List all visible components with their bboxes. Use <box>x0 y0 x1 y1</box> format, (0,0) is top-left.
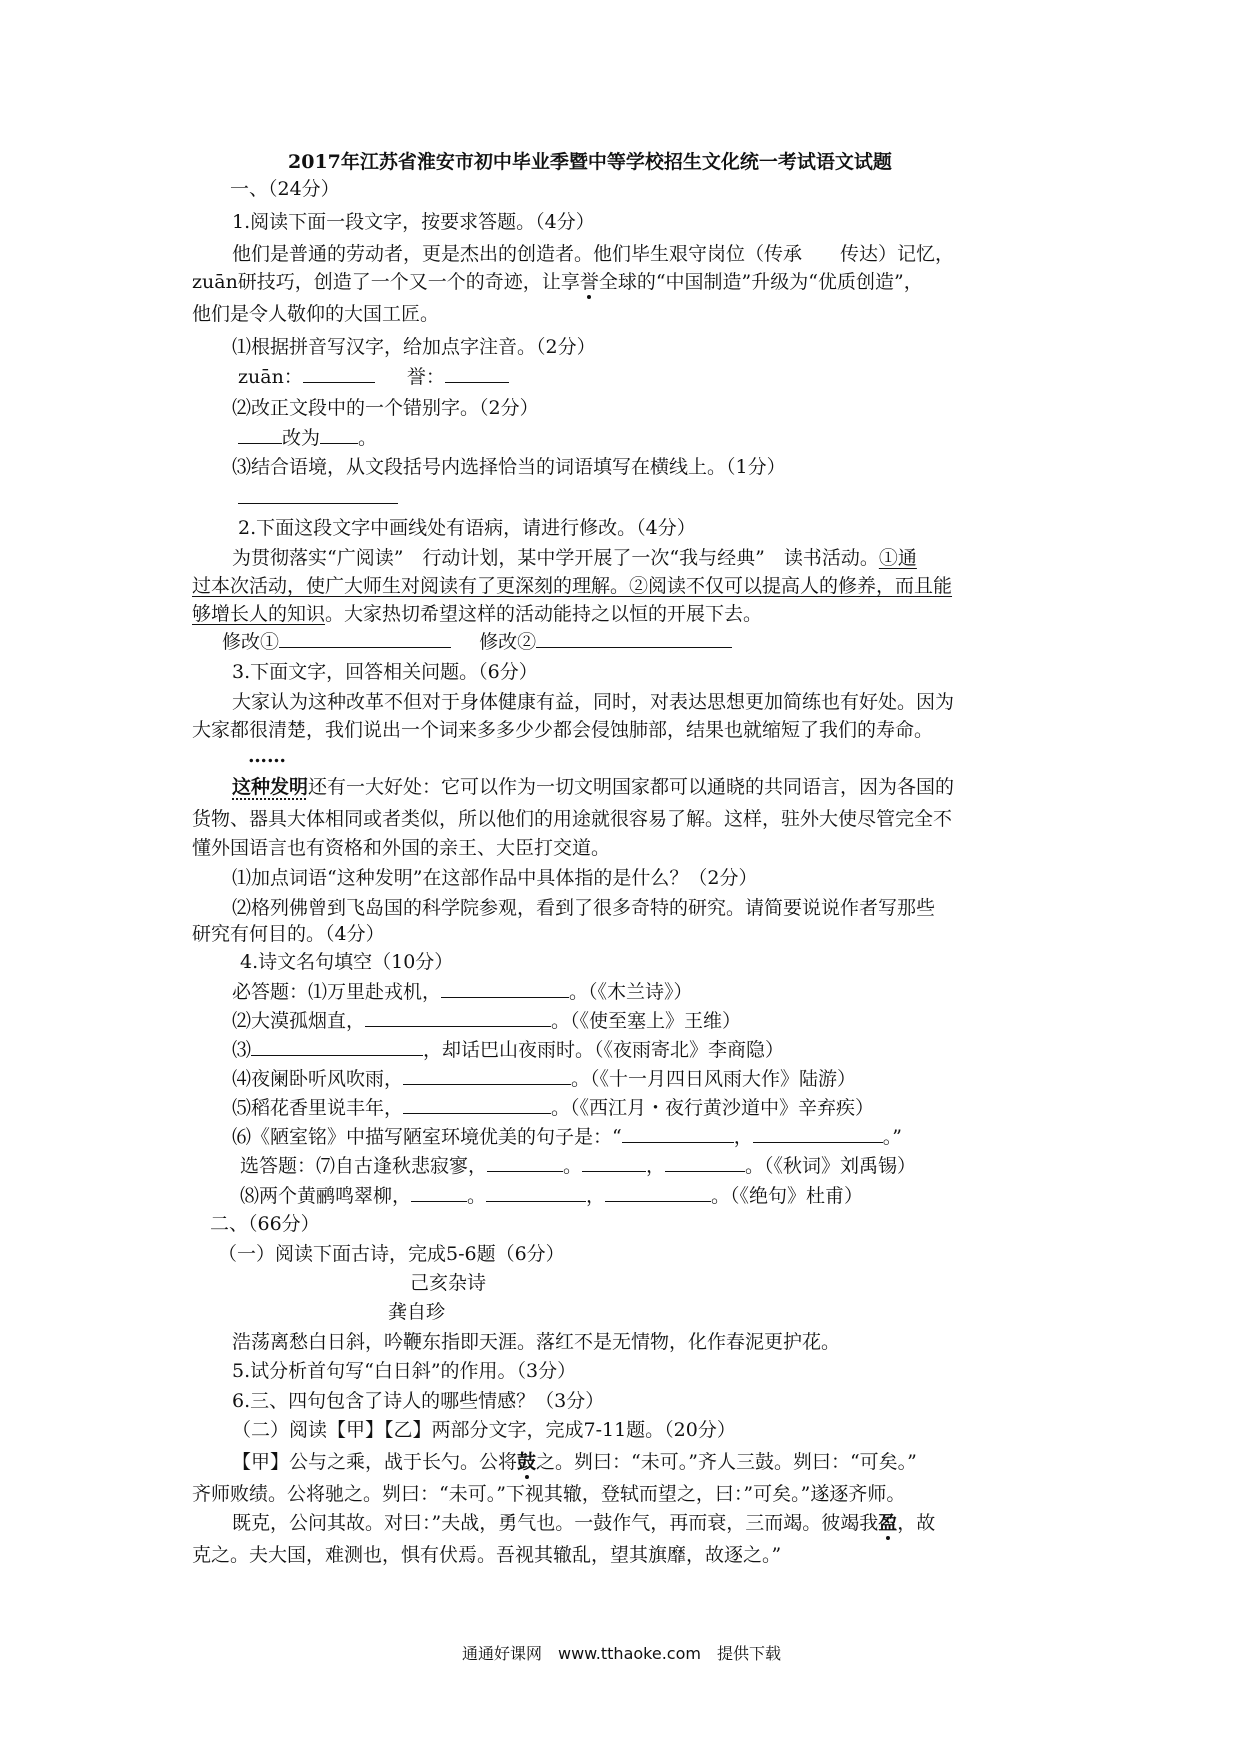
answer-blank[interactable] <box>403 1068 571 1085</box>
poem-text: 浩荡离愁白日斜，吟鞭东指即天涯。落红不是无情物，化作春泥更护花。 <box>232 1331 841 1353</box>
answer-blank[interactable] <box>303 366 375 383</box>
q4-line: ⑵大漠孤烟直， 。（《使至塞上》王维） <box>232 1010 742 1032</box>
q1-paragraph-line: zuān研技巧，创造了一个又一个的奇迹，让享誉全球的“中国制造”升级为“优质创造”， <box>192 271 923 293</box>
classical-text-line: 齐师败绩。公将驰之。刿曰：“未可。”下视其辙，登轼而望之，曰：”可矣。”遂逐齐师。 <box>192 1483 906 1505</box>
q4-line: 必答题：⑴万里赴戎机， 。（《木兰诗》） <box>232 981 693 1003</box>
answer-blank[interactable] <box>238 427 282 444</box>
answer-blank[interactable] <box>536 631 732 648</box>
q5: 5.试分析首句写“白日斜”的作用。（3分） <box>232 1360 577 1382</box>
part2-heading: （二）阅读【甲】【乙】两部分文字，完成7-11题。（20分） <box>232 1419 736 1441</box>
answer-blank[interactable] <box>238 487 398 504</box>
answer-blank[interactable] <box>605 1185 711 1202</box>
q2-fix-lines: 修改① 修改② <box>222 630 732 654</box>
q3-sub2: ⑵格列佛曾到飞岛国的科学院参观，看到了很多奇特的研究。请简要说说作者写那些 <box>232 897 936 919</box>
answer-blank[interactable] <box>411 1185 467 1202</box>
answer-blank[interactable] <box>251 1039 423 1056</box>
underlined-text: ①通 <box>878 547 917 569</box>
q3-paragraph-line: 大家都很清楚，我们说出一个词来多多少少都会侵蚀肺部，结果也就缩短了我们的寿命。 <box>192 719 934 741</box>
ellipsis: …… <box>248 745 286 767</box>
answer-blank[interactable] <box>445 366 509 383</box>
poem-title: 己亥杂诗 <box>410 1272 487 1294</box>
page-title: 2017年江苏省淮安市初中毕业季暨中等学校招生文化统一考试语文试题 <box>288 151 892 173</box>
q2-paragraph-line: 够增长人的知识。大家热切希望这样的活动能持之以恒的开展下去。 <box>192 603 763 625</box>
q1-sub1-answers: zuān： 誉： <box>238 365 509 389</box>
underlined-text: 过本次活动，使广大师生对阅读有了更深刻的理解。②阅读不仅可以提高人的修养，而且能 <box>192 575 953 597</box>
q4-line: ⑶ ，却话巴山夜雨时。（《夜雨寄北》李商隐） <box>232 1039 785 1061</box>
q3-sub1: ⑴加点词语“这种发明”在这部作品中具体指的是什么？（2分） <box>232 867 758 889</box>
q3-paragraph-line: 懂外国语言也有资格和外国的亲王、大臣打交道。 <box>192 837 611 859</box>
q2-heading: 2.下面这段文字中画线处有语病，请进行修改。（4分） <box>238 517 696 539</box>
answer-blank[interactable] <box>365 1010 551 1027</box>
q6: 6.三、四句包含了诗人的哪些情感？（3分） <box>232 1390 605 1412</box>
q3-paragraph-line: 大家认为这种改革不但对于身体健康有益，同时，对表达思想更加简练也有好处。因为 <box>232 691 955 713</box>
answer-blank[interactable] <box>665 1155 745 1172</box>
classical-text-line: 【甲】公与之乘，战于长勺。公将鼓之。刿曰：“未可。”齐人三鼓。刿曰：“可矣。” <box>232 1451 917 1473</box>
q1-sub3-answer <box>238 486 398 510</box>
answer-blank[interactable] <box>279 631 451 648</box>
q2-paragraph-line: 为贯彻落实“广阅读” 行动计划，某中学开展了一次“我与经典” 读书活动。①通 <box>232 547 917 569</box>
q1-paragraph-line: 他们是普通的劳动者，更是杰出的创造者。他们毕生艰守岗位（传承 传达）记忆， <box>232 243 955 265</box>
dotted-char: 鼓 <box>517 1451 537 1473</box>
q4-line: ⑸稻花香里说丰年， 。（《西江月・夜行黄沙道中》辛弃疾） <box>232 1097 875 1119</box>
q1-sub1: ⑴根据拼音写汉字，给加点字注音。（2分） <box>232 336 596 358</box>
q3-heading: 3.下面文字，回答相关问题。（6分） <box>232 661 538 683</box>
answer-blank[interactable] <box>441 981 569 998</box>
q4-heading: 4.诗文名句填空（10分） <box>240 951 454 973</box>
underlined-text: 够增长人的知识 <box>192 603 326 625</box>
q4-line: 选答题：⑺自古逢秋悲寂寥， 。 ， 。（《秋词》刘禹锡） <box>240 1155 917 1177</box>
part1-heading: （一）阅读下面古诗，完成5-6题（6分） <box>218 1243 565 1265</box>
q1-sub2: ⑵改正文段中的一个错别字。（2分） <box>232 397 539 419</box>
dotted-term: 这种发明 <box>232 776 309 798</box>
section-1-heading: 一、（24分） <box>230 178 340 200</box>
section-2-heading: 二、（66分） <box>210 1213 320 1235</box>
page-footer: 通通好课网 www.tthaoke.com 提供下载 <box>462 1644 781 1663</box>
answer-blank[interactable] <box>320 427 358 444</box>
answer-blank[interactable] <box>582 1155 646 1172</box>
dotted-char: 盈 <box>878 1512 898 1534</box>
answer-blank[interactable] <box>622 1126 734 1143</box>
q3-paragraph-line: 货物、器具大体相同或者类似，所以他们的用途就很容易了解。这样，驻外大使尽管完全不 <box>192 808 953 830</box>
answer-blank[interactable] <box>403 1097 551 1114</box>
classical-text-line: 既克，公问其故。对曰：”夫战，勇气也。一鼓作气，再而衰，三而竭。彼竭我盈，故 <box>232 1512 936 1534</box>
q4-line: ⑻两个黄鹂鸣翠柳， 。 ， 。（《绝句》杜甫） <box>240 1185 864 1207</box>
q3-paragraph-line: 这种发明还有一大好处：它可以作为一切文明国家都可以通晓的共同语言，因为各国的 <box>232 776 955 798</box>
poem-author: 龚自珍 <box>388 1301 446 1323</box>
q1-sub2-answer: 改为 。 <box>238 426 377 450</box>
q1-sub3: ⑶结合语境，从文段括号内选择恰当的词语填写在横线上。（1分） <box>232 456 786 478</box>
classical-text-line: 克之。夫大国，难测也，惧有伏焉。吾视其辙乱，望其旗靡，故逐之。” <box>192 1544 782 1566</box>
dotted-char: 誉 <box>579 271 599 293</box>
q1-heading: 1.阅读下面一段文字，按要求答题。（4分） <box>232 211 595 233</box>
q4-line: ⑹《陋室铭》中描写陋室环境优美的句子是：“ ， 。” <box>232 1126 902 1148</box>
q1-paragraph-line: 他们是令人敬仰的大国工匠。 <box>192 303 440 325</box>
answer-blank[interactable] <box>487 1155 563 1172</box>
answer-blank[interactable] <box>486 1185 586 1202</box>
answer-blank[interactable] <box>753 1126 883 1143</box>
q3-sub2: 研究有何目的。（4分） <box>192 923 385 945</box>
q4-line: ⑷夜阑卧听风吹雨， 。（《十一月四日风雨大作》陆游） <box>232 1068 857 1090</box>
